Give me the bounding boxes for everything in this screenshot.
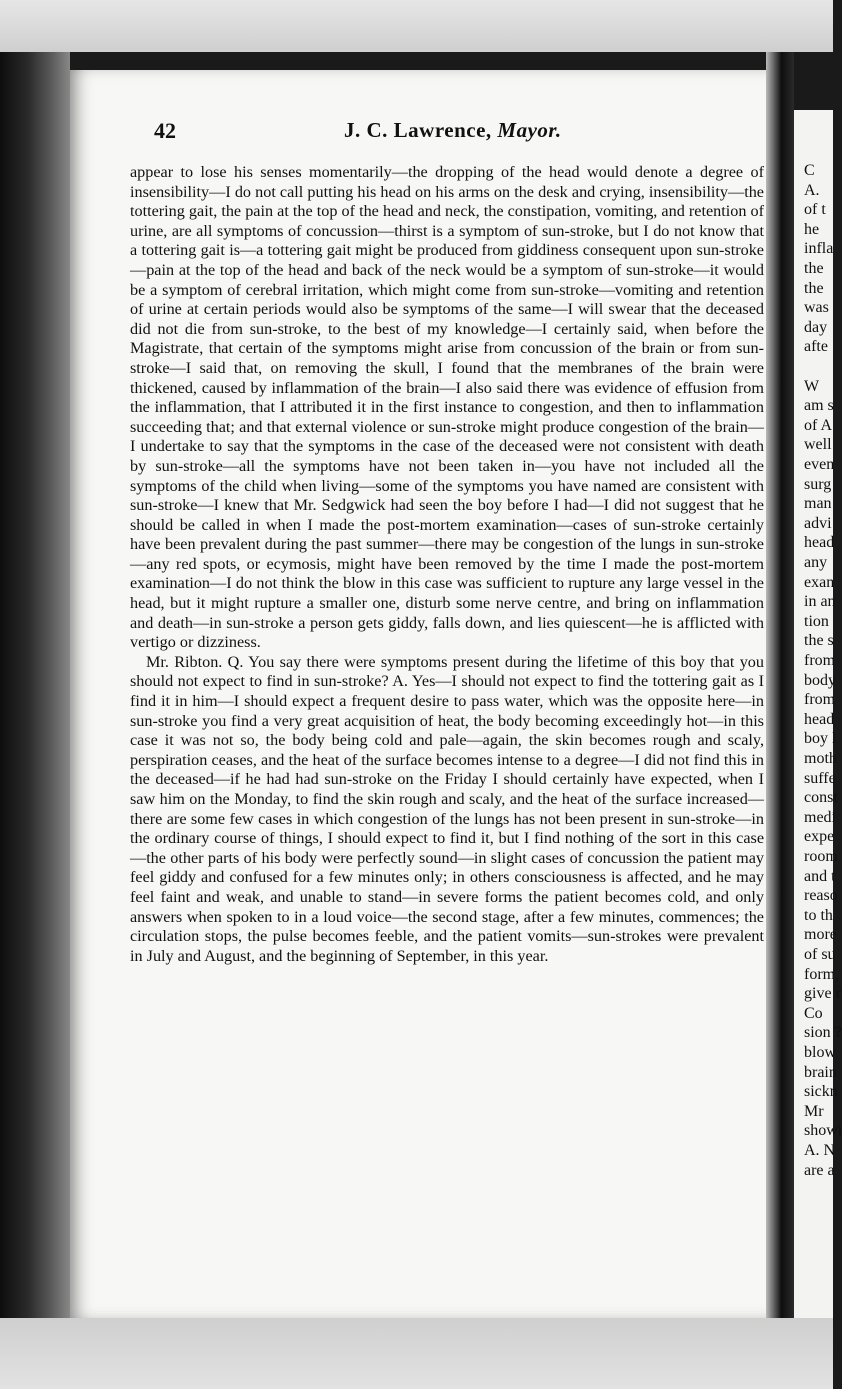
right-page-fragment: reaso	[804, 887, 838, 905]
right-page-fragment: room	[804, 848, 838, 865]
right-page-fragment: from	[804, 691, 836, 709]
right-page-fragment: are a	[804, 1161, 835, 1179]
right-page-fragment: Mr	[804, 1102, 824, 1120]
paragraph-2: Mr. Ribton. Q. You say there were symptoms present during the lifetime of this boy that you should not expect to find in sun-stroke? A. Yes—I should not expect to find the tottering gait as I find it in him—I should expect a frequent desire to pass water, which was the opposite here—in sun-stroke you find a very great acquisition of heat, the body becoming exceedingly hot—in this case it was not so, the body being cold and pale—again, the skin becomes rough and scaly, perspiration ceases, and the heat of the surface becomes intense to a degree—I did not find this in the deceased—if he had had sun-stroke on the Friday I should certainly have expected, when I saw him on the Monday, to find the skin rough and scaly, and the heat of the surface increased—there are some few cases in which congestion of the lungs has not been present in sun-stroke—in the ordinary course of things, I should expect to find it, but I find nothing of the sort in this case—the other parts of his body were perfectly sound—in slight cases of concussion the patient may feel giddy and confused for a few minutes only; in others consciousness is affected, and he may feel faint and weak, and unable to stand—in severe forms the patient becomes cold, and only answers when spoken to in a loud voice—the second stage, after a few minutes, commences; the circulation stops, the pulse becomes feeble, and the patient vomits—sun-strokes were prevalent in July and August, and the beginning of September, in this year.	[130, 652, 764, 965]
right-page-fragment: to th	[804, 906, 833, 924]
running-head-name: J. C. Lawrence,	[344, 118, 492, 142]
right-page-fragment: the	[804, 260, 824, 277]
right-page-fragment: he	[804, 220, 820, 238]
body-text	[130, 163, 764, 966]
right-page-fragment: boy l	[804, 730, 837, 748]
right-page-fragment: Co	[804, 1004, 823, 1022]
right-page-fragment: expe	[804, 828, 835, 846]
left-page	[70, 70, 768, 1318]
right-page-fragment: showi	[804, 1122, 842, 1140]
right-page-fragment: const	[804, 789, 838, 807]
page-header	[154, 118, 754, 148]
right-page-fragment: W	[804, 377, 820, 395]
right-page-fragment: blow	[804, 1044, 836, 1061]
right-page-fragment: sion ?	[804, 1024, 842, 1042]
right-page-fragment: form,	[804, 965, 840, 983]
running-head-title: Mayor.	[497, 118, 562, 142]
right-page-fragment: C	[804, 162, 815, 179]
page-gutter	[766, 52, 794, 1318]
right-page-fragment: medi	[804, 808, 836, 826]
right-page-edge	[794, 110, 842, 1318]
right-page-fragment: body	[804, 671, 836, 689]
right-page-fragment: infla	[804, 240, 834, 258]
right-page-fragment: advi	[804, 514, 832, 532]
right-page-fragment: the s	[804, 632, 834, 650]
right-page-fragment: head	[804, 710, 835, 728]
right-page-fragment: man	[804, 495, 832, 513]
right-page-fragment: A.	[804, 181, 820, 199]
right-page-fragment: any	[804, 554, 828, 571]
right-page-fragment: even	[804, 456, 835, 473]
right-page-fragment: day	[804, 318, 828, 336]
right-page-fragment: more	[804, 926, 837, 944]
running-head	[344, 118, 562, 143]
paragraph-1: appear to lose his senses momentarily—the dropping of the head would denote a degree of insensibility—I do not call putting his head on his arms on the desk and crying, insensibility—the tottering gait, the pain at the top of the head and neck, the constipation, vomiting, and retention of urine, are all symptoms of concussion—thirst is a symptom of sun-stroke, but I do not know that a tottering gait is—a tottering gait might be produced from giddiness consequent upon sun-stroke—pain at the top of the head and back of the neck would be a symptom of sun-stroke—it would be a symptom of cerebral irritation, which might come from sun-stroke—vomiting and retention of urine at certain periods would also be symptoms of the same—I will swear that the deceased did not die from sun-stroke, to the best of my knowledge—I certainly said, when before the Magistrate, that certain of the symptoms might arise from concussion of the brain or from sun-stroke—I said that, on removing the skull, I found that the membranes of the brain were thickened, caused by inflammation of the brain—I also said there was evidence of effusion from the inflammation, that I attributed it in the first instance to congestion, and then to inflammation succeeding that; and that external violence or sun-stroke might produce congestion of the brain—I undertake to say that the symptoms in the case of the deceased were not consistent with death by sun-stroke—all the symptoms have not been taken in—you have not included all the symptoms of the child when living—some of the symptoms you have named are consistent with sun-stroke—I knew that Mr. Sedgwick had seen the boy before I had—I did not suggest that he should be called in when I made the post-mortem examination—cases of sun-stroke certainly have been prevalent during the past summer—there may be congestion of the lungs in sun-stroke—any red spots, or ecymosis, might have been removed by the time I made the post-mortem examination—I do not think the blow in this case was sufficient to rupture any large vessel in the head, but it might rupture a smaller one, disturb some nerve centre, and bring on inflammation and death—in sun-stroke a person gets giddy, falls down, and lies quiescent—he is afflicted with vertigo or dizziness.	[130, 163, 764, 652]
right-page-fragment: brain	[804, 1063, 837, 1081]
right-page-fragment: surg	[804, 475, 832, 493]
scan-bottom-margin	[0, 1318, 833, 1389]
right-page-fragment: suffe	[804, 769, 836, 787]
right-page-fragment: A. N	[804, 1142, 836, 1159]
right-page-fragment: from	[804, 652, 836, 669]
right-page-fragment: of A	[804, 416, 832, 434]
scan-top-margin	[0, 0, 833, 52]
right-page-fragment: of t	[804, 201, 826, 219]
right-page-fragment: am s	[804, 397, 834, 415]
right-page-fragment: give r	[804, 985, 841, 1003]
page-number: 42	[154, 118, 176, 143]
right-page-fragment: moth	[804, 750, 837, 767]
right-page-fragment: the	[804, 279, 824, 297]
right-page-fragment: well	[804, 436, 832, 454]
right-page-fragment: of su	[804, 946, 836, 963]
right-page-fragment: in an	[804, 593, 836, 611]
right-page-fragment: head	[804, 534, 835, 552]
right-page-fragment: and t	[804, 867, 836, 885]
right-page-fragment: was	[804, 299, 829, 317]
book-spine	[0, 52, 70, 1318]
right-page-fragment: sickn	[804, 1083, 838, 1101]
right-page-fragment: tion	[804, 612, 829, 630]
right-page-fragment: exan	[804, 573, 835, 591]
right-page-fragment: afte	[804, 338, 828, 356]
